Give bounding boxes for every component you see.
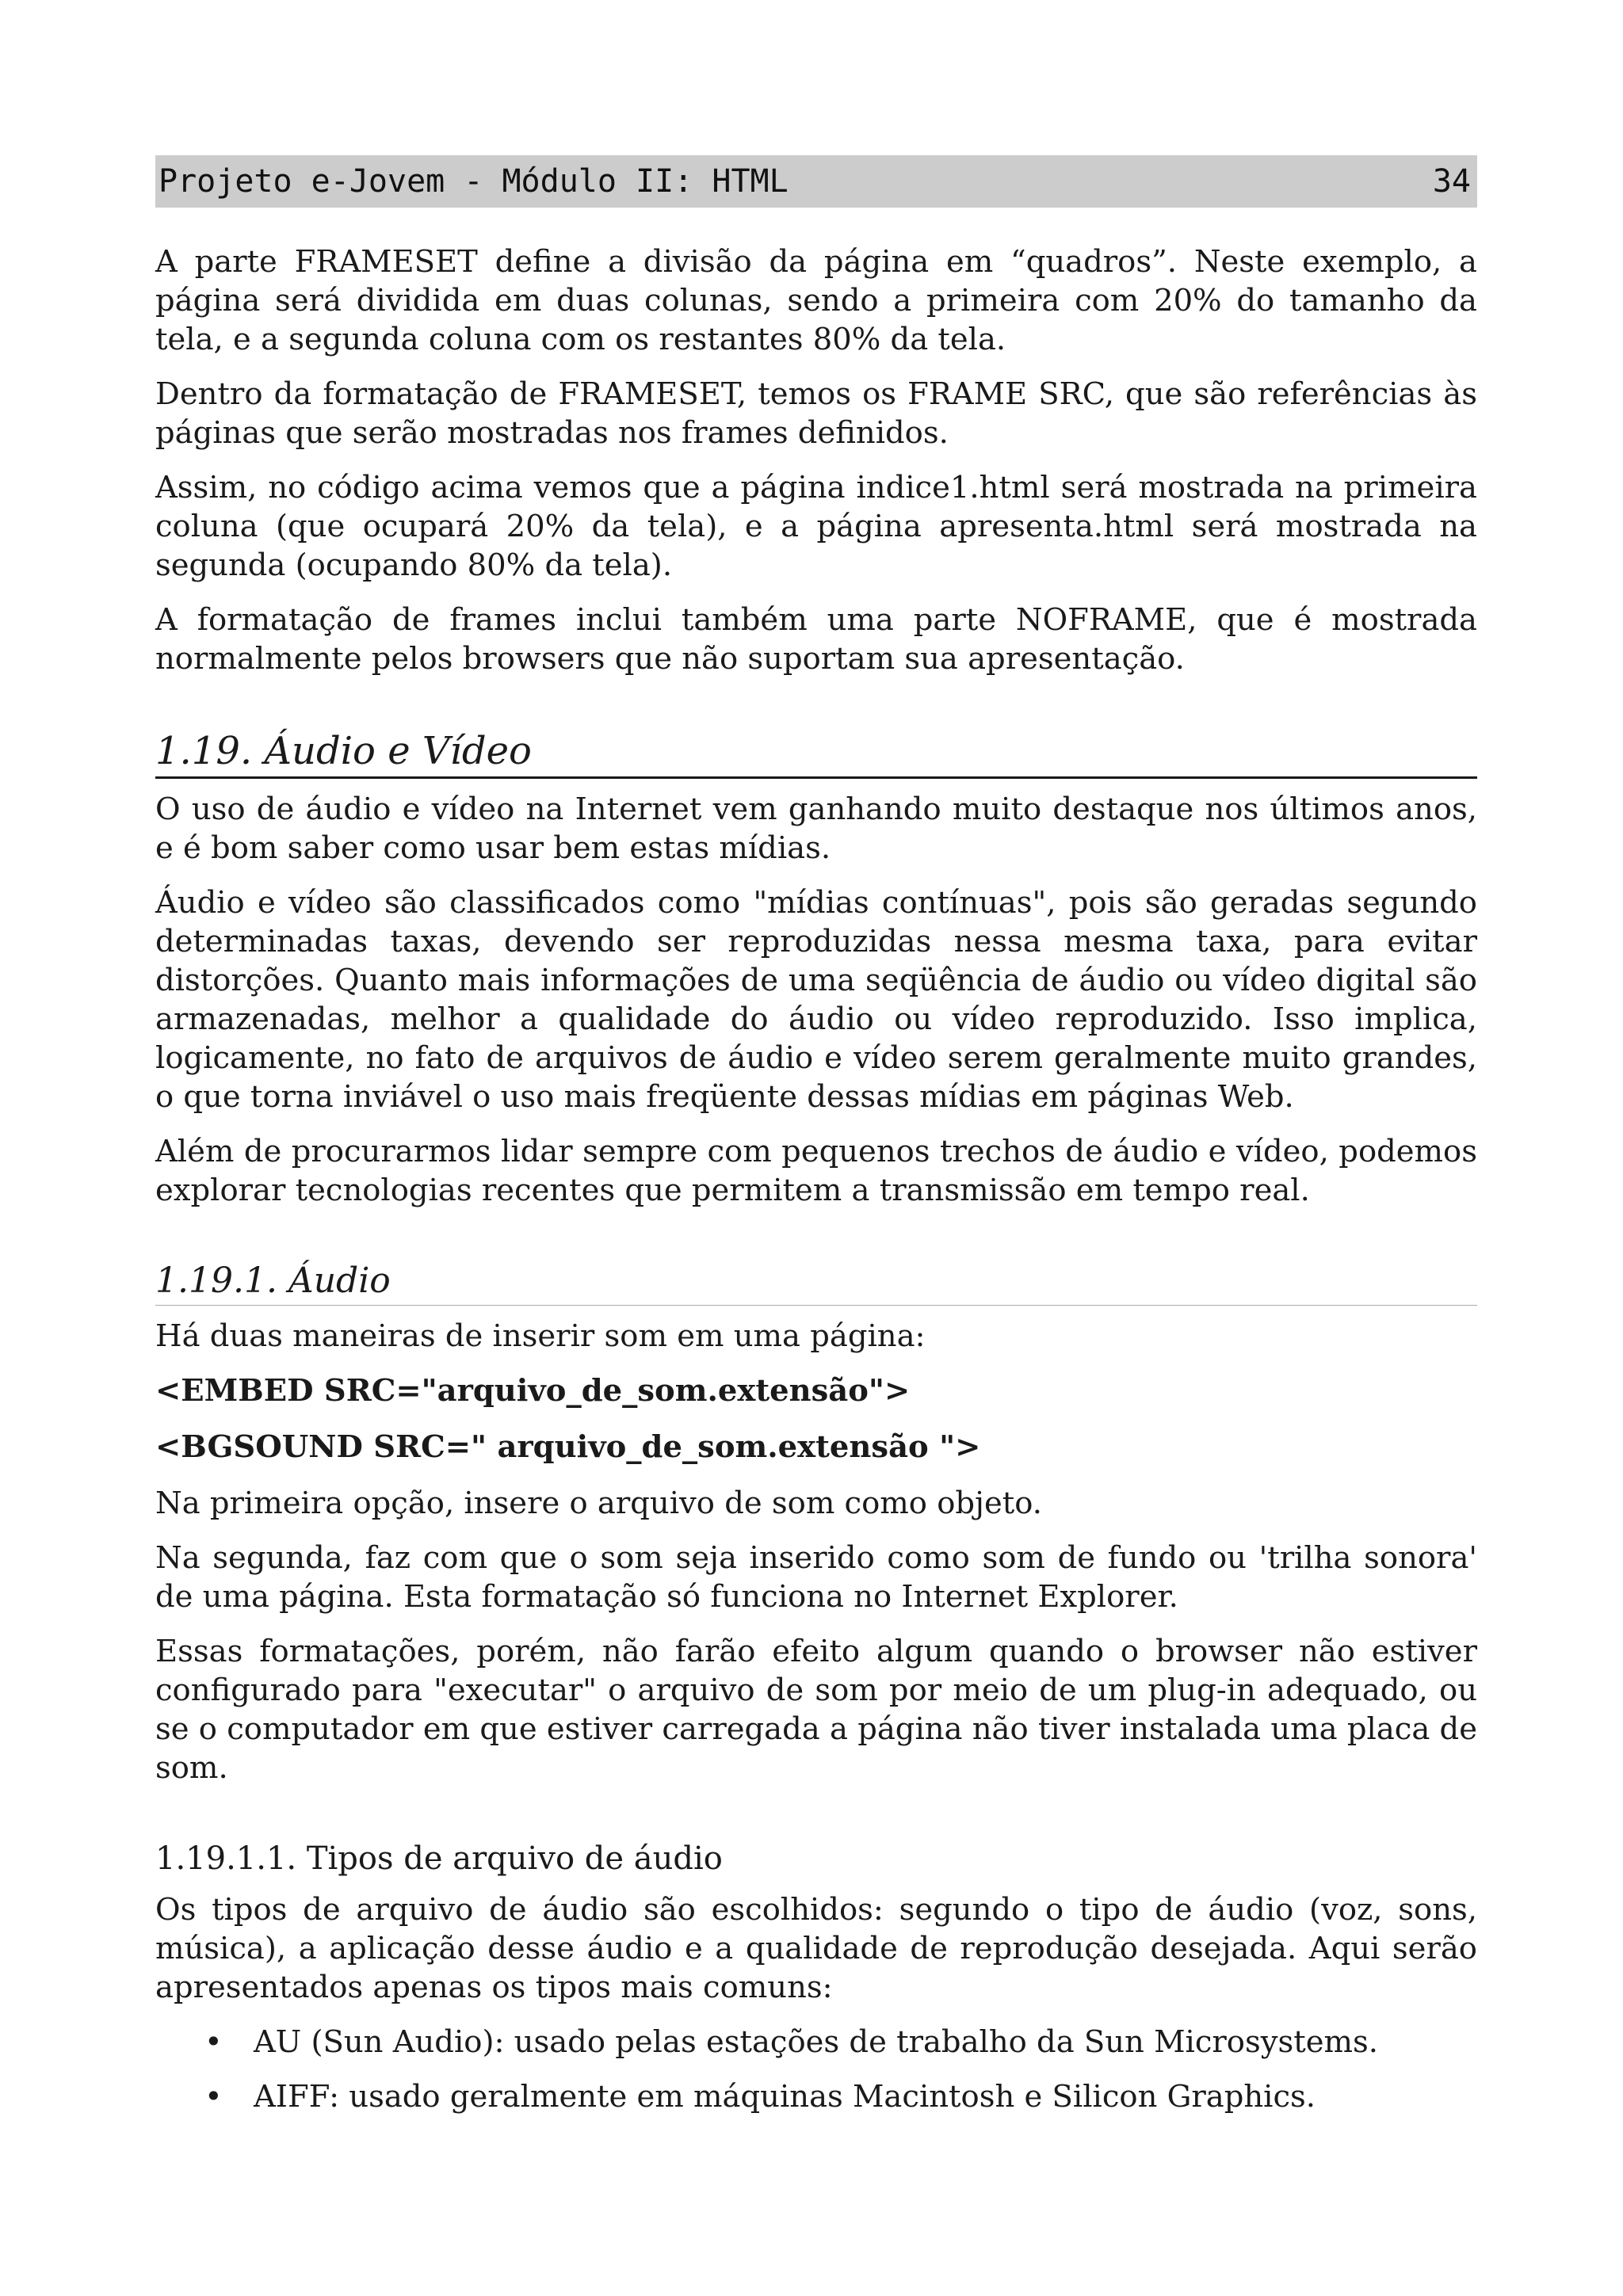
bullet-icon: • bbox=[204, 2079, 223, 2115]
paragraph: Na segunda, faz com que o som seja inserido como som de fundo ou 'trilha sonora' de uma página. Esta formatação só funciona no Internet Explorer. bbox=[155, 1540, 1477, 1615]
page-content bbox=[155, 242, 1477, 2132]
page-number: 34 bbox=[1432, 163, 1471, 200]
header-title: Projeto e-Jovem - Módulo II: HTML bbox=[158, 163, 789, 200]
list-item-text: AU (Sun Audio): usado pelas estações de trabalho da Sun Microsystems. bbox=[254, 2024, 1378, 2060]
subsection-heading-audio: 1.19.1. Áudio bbox=[155, 1259, 1477, 1306]
paragraph: Na primeira opção, insere o arquivo de som como objeto. bbox=[155, 1486, 1042, 1521]
list-item bbox=[155, 2077, 1477, 2116]
section-heading-audio-video: 1.19. Áudio e Vídeo bbox=[155, 727, 1477, 779]
list-item bbox=[155, 2023, 1477, 2061]
paragraph: A formatação de frames inclui também uma parte NOFRAME, que é mostrada normalmente pelos browsers que não suportam sua apresentação. bbox=[155, 602, 1477, 677]
paragraph: Áudio e vídeo são classificados como "mídias contínuas", pois são geradas segundo determinadas taxas, devendo ser reproduzidas nessa mesma taxa, para evitar distorções. Quanto mais informações de uma seqüência de áudio ou vídeo digital são armazenadas, melhor a qualidade do áudio ou vídeo reproduzido. Isso implica, logicamente, no fato de arquivos de áudio e vídeo serem geralmente muito grandes, o que torna inviável o uso mais freqüente dessas mídias em páginas Web. bbox=[155, 885, 1477, 1115]
paragraph: Além de procurarmos lidar sempre com pequenos trechos de áudio e vídeo, podemos explorar tecnologias recentes que permitem a transmissão em tempo real. bbox=[155, 1134, 1477, 1208]
page-header bbox=[155, 155, 1477, 208]
subsubsection-heading-audio-file-types: 1.19.1.1. Tipos de arquivo de áudio bbox=[155, 1840, 723, 1877]
list-item-text: AIFF: usado geralmente em máquinas Macintosh e Silicon Graphics. bbox=[254, 2079, 1316, 2115]
paragraph: Dentro da formatação de FRAMESET, temos os FRAME SRC, que são referências às páginas que serão mostradas nos frames definidos. bbox=[155, 376, 1477, 451]
paragraph: O uso de áudio e vídeo na Internet vem ganhando muito destaque nos últimos anos, e é bom saber como usar bem estas mídias. bbox=[155, 791, 1477, 866]
paragraph: Há duas maneiras de inserir som em uma página: bbox=[155, 1318, 926, 1354]
audio-types-list bbox=[155, 2023, 1477, 2116]
bullet-icon: • bbox=[204, 2024, 223, 2060]
paragraph: A parte FRAMESET define a divisão da página em “quadros”. Neste exemplo, a página será dividida em duas colunas, sendo a primeira com 20% do tamanho da tela, e a segunda coluna com os restantes 80% da tela. bbox=[155, 244, 1477, 357]
paragraph: Os tipos de arquivo de áudio são escolhidos: segundo o tipo de áudio (voz, sons, música), a aplicação desse áudio e a qualidade de reprodução desejada. Aqui serão apresentados apenas os tipos mais comuns: bbox=[155, 1892, 1477, 2005]
code-embed: <EMBED SRC="arquivo_de_som.extensão"> bbox=[155, 1373, 911, 1409]
code-bgsound: <BGSOUND SRC=" arquivo_de_som.extensão "> bbox=[155, 1429, 981, 1465]
paragraph: Essas formatações, porém, não farão efeito algum quando o browser não estiver configurado para "executar" o arquivo de som por meio de um plug-in adequado, ou se o computador em que estiver carregada a página não tiver instalada uma placa de som. bbox=[155, 1634, 1477, 1786]
paragraph: Assim, no código acima vemos que a página indice1.html será mostrada na primeira coluna (que ocupará 20% da tela), e a página apresenta.html será mostrada na segunda (ocupando 80% da tela). bbox=[155, 470, 1477, 583]
